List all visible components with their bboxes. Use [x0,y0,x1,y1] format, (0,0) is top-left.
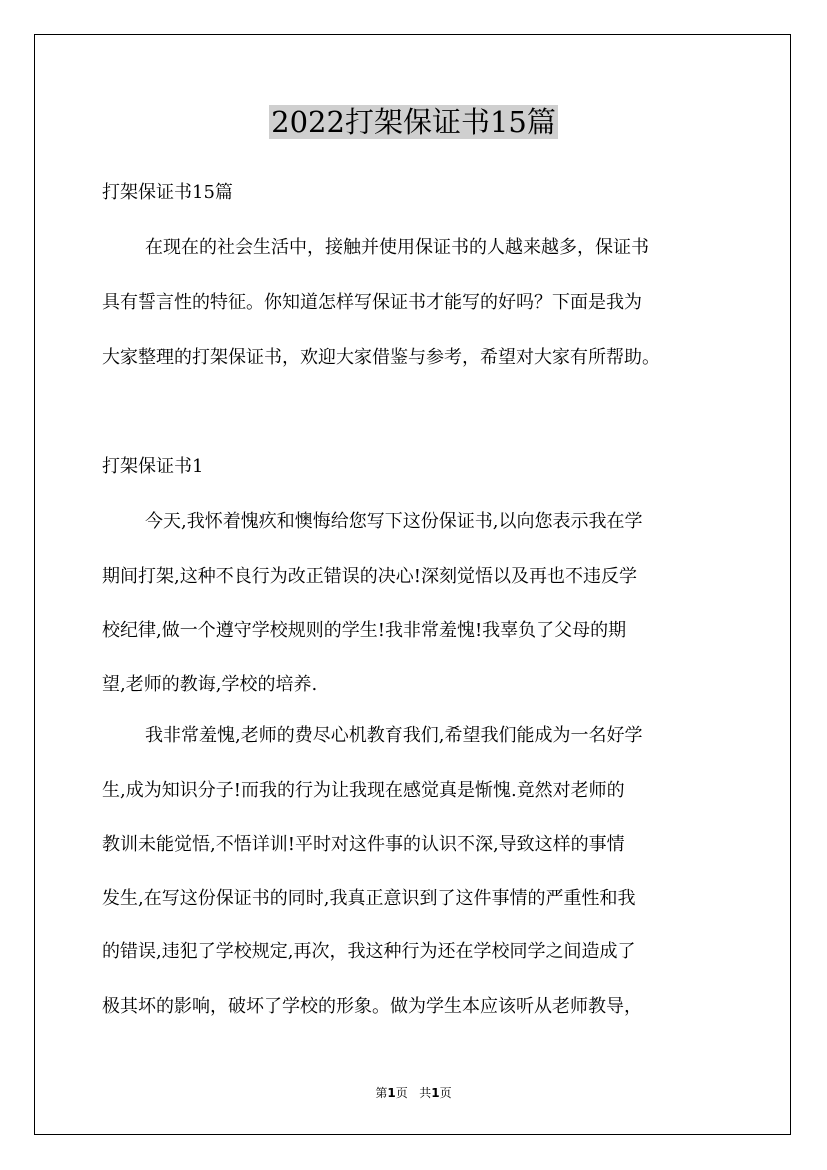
paragraph-line: 教训未能觉悟,不悟详训!平时对这件事的认识不深,导致这样的事情 [102,834,625,855]
paragraph-line: 校纪律,做一个遵守学校规则的学生!我非常羞愧!我辜负了父母的期 [102,620,627,641]
total-pages: 1 [431,1086,440,1100]
paragraph-line: 极其坏的影响，破坏了学校的形象。做为学生本应该听从老师教导， [102,996,642,1017]
page-number: 1 [387,1086,396,1100]
intro-line: 大家整理的打架保证书，欢迎大家借鉴与参考，希望对大家有所帮助。 [102,347,660,368]
paragraph-line: 今天,我怀着愧疚和懊悔给您写下这份保证书,以向您表示我在学 [145,511,643,532]
page-footer: 第1页 共1页 [375,1086,452,1100]
paragraph-line: 我非常羞愧,老师的费尽心机教育我们,希望我们能成为一名好学 [145,725,643,746]
paragraph-line: 的错误,违犯了学校规定,再次，我这种行为还在学校同学之间造成了 [102,941,636,962]
paragraph-line: 生,成为知识分子!而我的行为让我现在感觉真是惭愧.竟然对老师的 [102,780,625,801]
paragraph-line: 发生,在写这份保证书的同时,我真正意识到了这件事情的严重性和我 [102,888,636,909]
section-heading: 打架保证书1 [102,456,204,477]
paragraph-line: 望,老师的教诲,学校的培养. [102,674,318,695]
paragraph-line: 期间打架,这种不良行为改正错误的决心!深刻觉悟以及再也不违反学 [102,566,637,587]
document-subtitle: 打架保证书15篇 [102,182,233,203]
intro-line: 在现在的社会生活中，接触并使用保证书的人越来越多，保证书 [145,237,649,258]
intro-line: 具有誓言性的特征。你知道怎样写保证书才能写的好吗？下面是我为 [102,292,642,313]
document-title: 2022打架保证书15篇 [271,105,556,139]
